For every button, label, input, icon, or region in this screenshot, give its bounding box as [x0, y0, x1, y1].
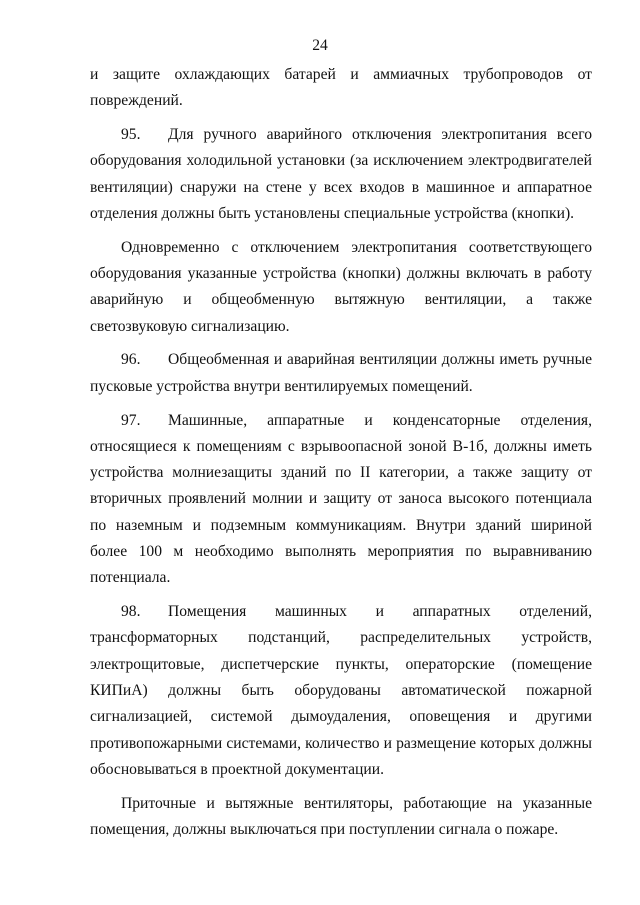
paragraph-98-continued — [90, 791, 592, 844]
paragraph-97 — [90, 408, 592, 592]
paragraph-number: 96. — [121, 351, 141, 369]
paragraph-continuation — [90, 62, 592, 115]
paragraph-text: Для ручного аварийного отключения электропитания всего оборудования холодильной установки (за исключением электродвигателей вентиляции) снаружи на стене у всех входов в машинное и аппаратное отделения должны быть установлены специальные устройства (кнопки). — [90, 126, 592, 222]
paragraph-text: Приточные и вытяжные вентиляторы, работающие на указанные помещения, должны выключаться при поступлении сигнала о пожаре. — [90, 794, 592, 839]
paragraph-96 — [90, 347, 592, 400]
paragraph-number: 98. — [121, 603, 141, 621]
document-body — [90, 62, 592, 843]
paragraph-95-continued — [90, 235, 592, 340]
paragraph-95 — [90, 122, 592, 227]
paragraph-text: Одновременно с отключением электропитания соответствующего оборудования указанные устройства (кнопки) должны включать в работу аварийную и общеобменную вытяжную вентиляции, а также светозвуковую сигнализацию. — [90, 238, 592, 335]
paragraph-number: 97. — [121, 411, 141, 429]
paragraph-text: и защите охлаждающих батарей и аммиачных трубопроводов от повреждений. — [90, 66, 592, 110]
paragraph-text: Помещения машинных и аппаратных отделений, трансформаторных подстанций, распределительных устройств, электрощитовые, диспетчерские пункты, операторские (помещение КИПиА) должны быть оборудованы автоматической пожарной сигнализацией, системой дымоудаления, оповещения и другими противопожарными системами, количество и размещение которых должны обосновываться в проектной документации. — [90, 603, 592, 778]
paragraph-98 — [90, 599, 592, 783]
paragraph-number: 95. — [121, 126, 141, 144]
paragraph-text: Общеобменная и аварийная вентиляции должны иметь ручные пусковые устройства внутри вентилируемых помещений. — [90, 351, 592, 395]
page-number: 24 — [312, 37, 328, 54]
paragraph-text: Машинные, аппаратные и конденсаторные отделения, относящиеся к помещениям с взрывоопасной зоной В-1б, должны иметь устройства молниезащиты зданий по II категории, а также защиту от вторичных проявлений молнии и защиту от заноса высокого потенциала по наземным и подземным коммуникациям. Внутри зданий шириной более 100 м необходимо выполнять мероприятия по выравниванию потенциала. — [90, 411, 592, 587]
